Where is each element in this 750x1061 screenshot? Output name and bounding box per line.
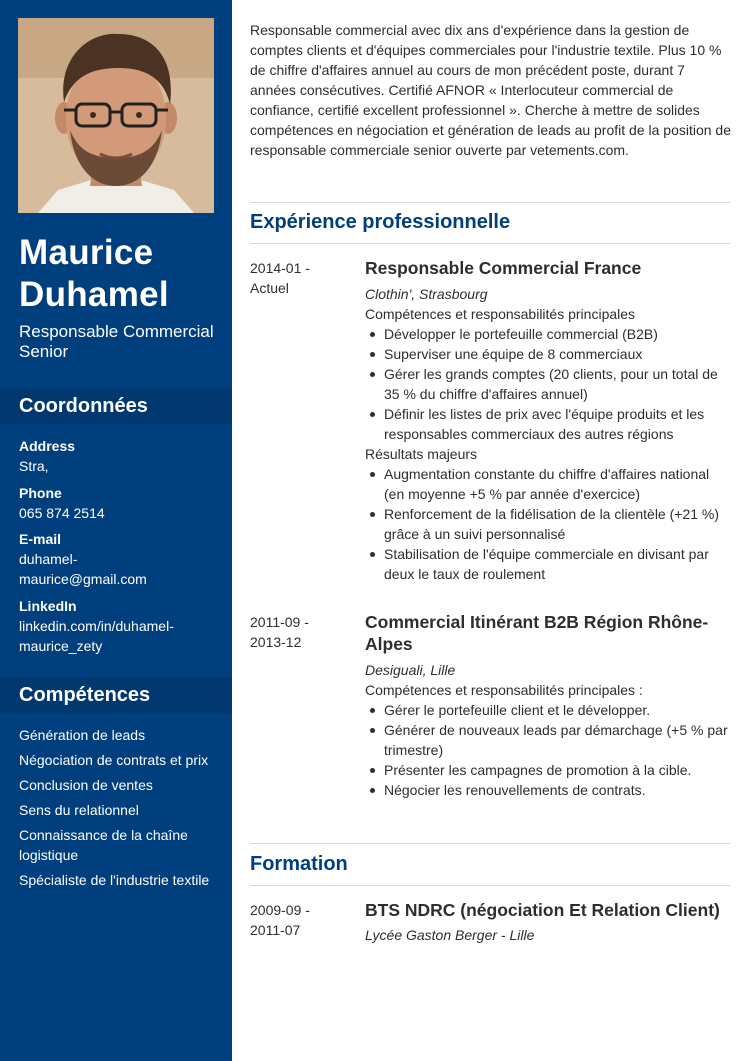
phone-value[interactable]: 065 874 2514 [19, 505, 105, 521]
job-bullets [365, 324, 733, 444]
candidate-role: Responsable Commercial Senior [19, 322, 214, 361]
date-end: Actuel [250, 280, 289, 296]
school-name: Lycée Gaston Berger - Lille [365, 927, 535, 943]
date-start: 2014-01 - [250, 260, 310, 276]
email-label: E-mail [19, 531, 62, 547]
contact-address [19, 436, 224, 476]
email-value[interactable]: duhamel-maurice@gmail.com [19, 551, 147, 587]
education-heading: Formation [250, 853, 348, 875]
job-entry [365, 257, 733, 584]
list-item: Générer de nouveaux leads par démarchage (+5 % par trimestre) [365, 720, 733, 760]
job-company: Desiguali, Lille [365, 662, 456, 678]
contact-phone [19, 483, 224, 523]
skills-list [19, 725, 219, 895]
job-dates [250, 258, 350, 298]
education-entry [365, 899, 733, 945]
date-start: 2009-09 - [250, 902, 310, 918]
skill-item: Spécialiste de l'industrie textile [19, 872, 210, 888]
job-bullets [365, 700, 733, 800]
sidebar [0, 0, 232, 1061]
divider [250, 243, 730, 244]
list-item: Négocier les renouvellements de contrats. [365, 780, 733, 800]
job-company: Clothin', Strasbourg [365, 286, 488, 302]
skills-heading: Compétences [0, 677, 232, 713]
education-dates [250, 900, 350, 940]
contact-email [19, 529, 169, 589]
job-title: Responsable Commercial France [365, 258, 642, 278]
contact-linkedin [19, 596, 199, 656]
skill-item: Négociation de contrats et prix [19, 752, 209, 768]
list-item: Présenter les campagnes de promotion à la cible. [365, 760, 733, 780]
degree-title: BTS NDRC (négociation Et Relation Client) [365, 900, 720, 920]
list-item: Définir les listes de prix avec l'équipe produits et les responsables commerciaux des autres régions [365, 404, 733, 444]
skill-item: Connaissance de la chaîne logistique [19, 827, 188, 863]
divider [250, 202, 730, 203]
job-subheading: Compétences et responsabilités principales : [365, 682, 643, 698]
divider [250, 885, 730, 886]
job-bullets [365, 464, 733, 584]
address-value: Stra, [19, 458, 49, 474]
divider [250, 843, 730, 844]
job-subheading: Compétences et responsabilités principales [365, 306, 636, 322]
list-item: Augmentation constante du chiffre d'affaires national (en moyenne +5 % par année d'exercice) [365, 464, 733, 504]
name-first: Maurice [19, 233, 154, 272]
list-item: Renforcement de la fidélisation de la clientèle (+21 %) grâce à un suivi personnalisé [365, 504, 733, 544]
date-start: 2011-09 - [250, 614, 309, 630]
date-end: 2013-12 [250, 634, 302, 650]
list-item: Superviser une équipe de 8 commerciaux [365, 344, 733, 364]
linkedin-value[interactable]: linkedin.com/in/duhamel-maurice_zety [19, 618, 174, 654]
list-item: Stabilisation de l'équipe commerciale en divisant par deux le taux de roulement [365, 544, 733, 584]
phone-label: Phone [19, 485, 62, 501]
contact-heading: Coordonnées [0, 388, 232, 424]
profile-photo [18, 18, 214, 213]
address-label: Address [19, 438, 76, 454]
linkedin-label: LinkedIn [19, 598, 77, 614]
experience-heading: Expérience professionnelle [250, 211, 511, 233]
list-item: Développer le portefeuille commercial (B2B) [365, 324, 733, 344]
list-item: Gérer le portefeuille client et le développer. [365, 700, 733, 720]
profile-summary: Responsable commercial avec dix ans d'expérience dans la gestion de comptes clients et d'équipes commerciales pour l'industrie textile. Plus 10 % de chiffre d'affaires annuel au cours de mon précédent poste, durant 7 années consécutives. Certifié AFNOR « Interlocuteur commercial de confiance, certifié excellent professionnel ». Cherche à mettre de solides compétences en négociation et génération de leads au profit de la position de responsable commerciale senior ouverte par vetements.com. [250, 22, 732, 158]
name-last: Duhamel [19, 275, 169, 314]
date-end: 2011-07 [250, 922, 301, 938]
portrait-illustration [18, 18, 214, 213]
skill-item: Génération de leads [19, 727, 146, 743]
list-item: Gérer les grands comptes (20 clients, pour un total de 35 % du chiffre d'affaires annuel) [365, 364, 733, 404]
job-subheading: Résultats majeurs [365, 446, 478, 462]
job-dates [250, 612, 350, 652]
skill-item: Conclusion de ventes [19, 777, 153, 793]
skill-item: Sens du relationnel [19, 802, 139, 818]
job-entry [365, 611, 733, 800]
candidate-name [19, 232, 224, 316]
job-title: Commercial Itinérant B2B Région Rhône-Alpes [365, 612, 709, 654]
